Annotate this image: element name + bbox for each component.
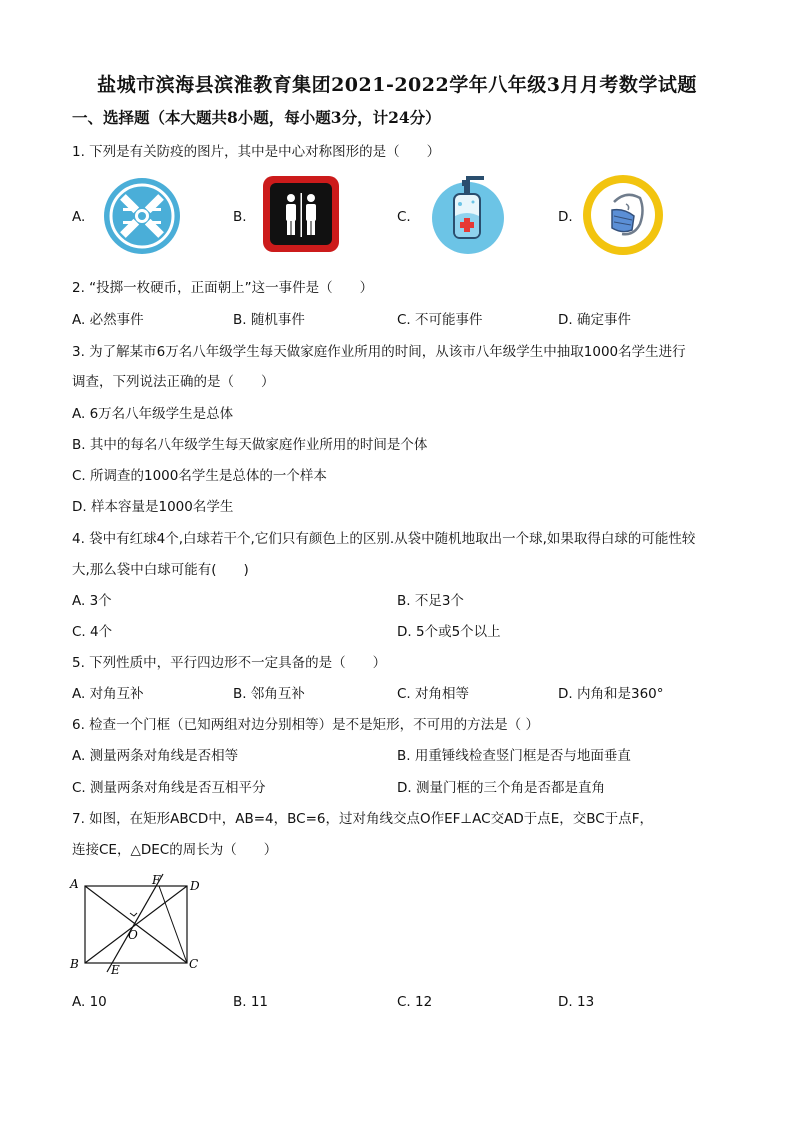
q5-option-a: A. 对角互补	[72, 686, 144, 702]
q6-option-a: A. 测量两条对角线是否相等	[72, 748, 239, 764]
q2-option-a: A. 必然事件	[72, 312, 144, 328]
q4-option-c: C. 4个	[72, 624, 113, 640]
q7-stem-line1: 7. 如图，在矩形ABCD中，AB=4，BC=6，过对角线交点O作EF⊥AC交AD于点E，交BC于点F，	[72, 811, 653, 827]
rectangle-figure	[66, 868, 212, 982]
q1-stem: 1. 下列是有关防疫的图片，其中是中心对称图形的是（ ）	[72, 144, 441, 160]
q4-stem-line2: 大,那么袋中白球可能有( )	[72, 562, 249, 578]
label-a: A	[70, 877, 79, 891]
right-angle-mark	[130, 913, 137, 916]
q3-option-d: D. 样本容量是1000名学生	[72, 499, 234, 515]
q6-option-d: D. 测量门框的三个角是否都是直角	[397, 780, 605, 796]
q1-option-d-label: D.	[558, 209, 573, 225]
page-title: 盐城市滨海县滨淮教育集团2021-2022学年八年级3月月考数学试题	[97, 74, 697, 96]
face-mask-icon	[582, 174, 664, 260]
q3-option-b: B. 其中的每名八年级学生每天做家庭作业所用的时间是个体	[72, 437, 428, 453]
hand-sanitizer-icon	[428, 172, 508, 260]
section-heading: 一、选择题（本大题共8小题，每小题3分，计24分）	[72, 108, 441, 127]
q4-option-d: D. 5个或5个以上	[397, 624, 501, 640]
segment-cf	[159, 886, 187, 963]
q3-stem-line2: 调查，下列说法正确的是（ ）	[72, 374, 275, 390]
q7-option-c: C. 12	[397, 994, 433, 1010]
q5-option-d: D. 内角和是360°	[558, 686, 664, 702]
label-f: F	[152, 873, 161, 887]
q7-option-b: B. 11	[233, 994, 269, 1010]
label-d: D	[190, 879, 200, 893]
q6-stem: 6. 检查一个门框（已知两组对边分别相等）是不是矩形，不可用的方法是（ ）	[72, 717, 539, 733]
q5-option-c: C. 对角相等	[397, 686, 470, 702]
q3-option-a: A. 6万名八年级学生是总体	[72, 406, 234, 422]
q1-option-a-label: A.	[72, 209, 86, 225]
q2-option-d: D. 确定事件	[558, 312, 631, 328]
line-ef	[107, 874, 163, 972]
q2-option-c: C. 不可能事件	[397, 312, 483, 328]
label-e: E	[111, 963, 120, 977]
q3-option-c: C. 所调查的1000名学生是总体的一个样本	[72, 468, 327, 484]
q6-option-b: B. 用重锤线检查竖门框是否与地面垂直	[397, 748, 631, 764]
q5-option-b: B. 邻角互补	[233, 686, 305, 702]
label-b: B	[70, 957, 79, 971]
q7-option-a: A. 10	[72, 994, 107, 1010]
fan-icon	[103, 177, 181, 259]
label-c: C	[189, 957, 199, 971]
label-o: O	[128, 928, 138, 942]
q6-option-c: C. 测量两条对角线是否互相平分	[72, 780, 266, 796]
q2-option-b: B. 随机事件	[233, 312, 305, 328]
q1-option-b-label: B.	[233, 209, 247, 225]
q5-stem: 5. 下列性质中，平行四边形不一定具备的是（ ）	[72, 655, 387, 671]
q7-option-d: D. 13	[558, 994, 595, 1010]
q4-stem-line1: 4. 袋中有红球4个,白球若干个,它们只有颜色上的区别.从袋中随机地取出一个球,如果取得白球的可能性较	[72, 531, 696, 547]
q4-option-a: A. 3个	[72, 593, 112, 609]
q3-stem-line1: 3. 为了解某市6万名八年级学生每天做家庭作业所用的时间，从该市八年级学生中抽取1000名学生进行	[72, 344, 686, 360]
q2-stem: 2. “投掷一枚硬币，正面朝上”这一事件是（ ）	[72, 280, 374, 296]
q7-stem-line2: 连接CE，△DEC的周长为（ ）	[72, 842, 278, 858]
q1-option-c-label: C.	[397, 209, 411, 225]
q4-option-b: B. 不足3个	[397, 593, 464, 609]
restroom-icon	[262, 175, 340, 257]
